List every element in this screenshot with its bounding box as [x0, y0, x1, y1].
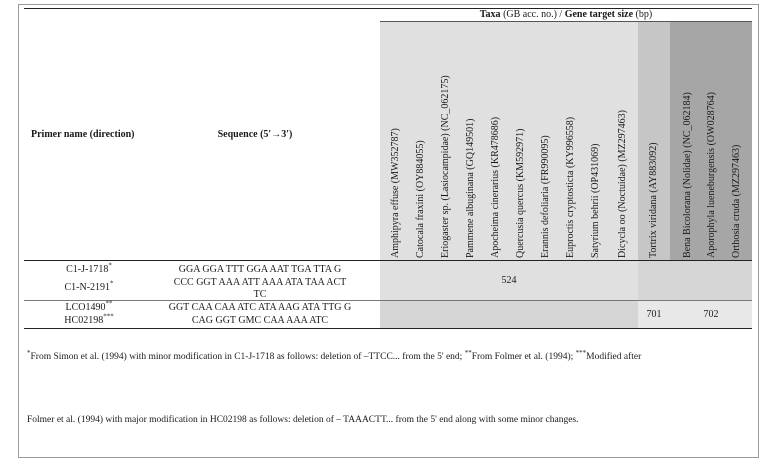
taxa-underline: [380, 21, 752, 22]
taxa-header: Taxa (GB acc. no.) / Gene target size (bp): [479, 9, 653, 20]
taxon-label: Euproctis cryptosticta (KY996558): [565, 116, 576, 258]
bottom-rule: [24, 328, 752, 329]
mid-rule: [24, 300, 752, 301]
taxon-label: Erannis defoliaria (FR990095): [540, 135, 551, 258]
footnote-line-2: Folmer et al. (1994) with major modification in HC02198 as follows: deletion of – TAAACTT... from the 5' end along with some minor changes.: [27, 415, 579, 425]
primer-name: HC02198***: [64, 312, 114, 326]
taxon-label: Apocheima cinerarius (KR478686): [490, 116, 501, 258]
taxon-label: Catocala fraxini (OY884055): [415, 140, 426, 258]
primer-name: C1-N-2191*: [64, 279, 114, 293]
primer-name: LCO1490**: [65, 299, 113, 313]
taxon-label: Amphipyra effuse (MW352787): [390, 128, 401, 258]
taxon-label: Pammene albuginana (GQ149501): [465, 118, 476, 258]
taxon-label: Bena Bicolorana (Nolidae) (NC_062184): [682, 92, 693, 258]
primer-name: C1-J-1718*: [66, 261, 112, 275]
header-rule: [24, 260, 752, 261]
taxon-label: Orthosia cruda (MZ297463): [731, 144, 742, 258]
sequence-column-header: Sequence (5′→3′): [217, 129, 293, 140]
taxon-label: Dicycla oo (Noctuidae) (MZ297463): [617, 109, 628, 258]
taxon-label: Eriogaster sp. (Lasiocampidae) (NC_062175): [440, 75, 451, 258]
sequence: GGT CAA CAA ATC ATA AAG ATA TTG G: [168, 302, 352, 313]
group23-blank-cell: [638, 261, 752, 300]
size-value-701: 701: [646, 309, 662, 320]
sequence: CCC GGT AAA ATT AAA ATA TAA ACT: [173, 277, 347, 288]
taxon-label: Aporophyla lueneburgensis (OW028764): [706, 92, 717, 258]
sequence: CAG GGT GMC CAA AAA ATC: [191, 315, 329, 326]
taxon-label: Satyrium behrii (OP431069): [590, 143, 601, 258]
size-value-702: 702: [703, 309, 719, 320]
size-value-524: 524: [501, 275, 517, 286]
taxon-label: Tortrix viridana (AY883092): [648, 142, 659, 258]
footnote-line-1: *From Simon et al. (1994) with minor modification in C1-J-1718 as follows: deletion of –TTCC... from the 5' end; **From Folmer et al. (1994); ***Modified after: [27, 348, 642, 362]
taxon-label: Quercusia quercus (KM592971): [515, 128, 526, 258]
sequence: GGA GGA TTT GGA AAT TGA TTA G: [178, 264, 342, 275]
sequence: TC: [253, 289, 267, 300]
primer-column-header: Primer name (direction): [31, 129, 135, 140]
group1-blank-cell: [380, 301, 638, 328]
